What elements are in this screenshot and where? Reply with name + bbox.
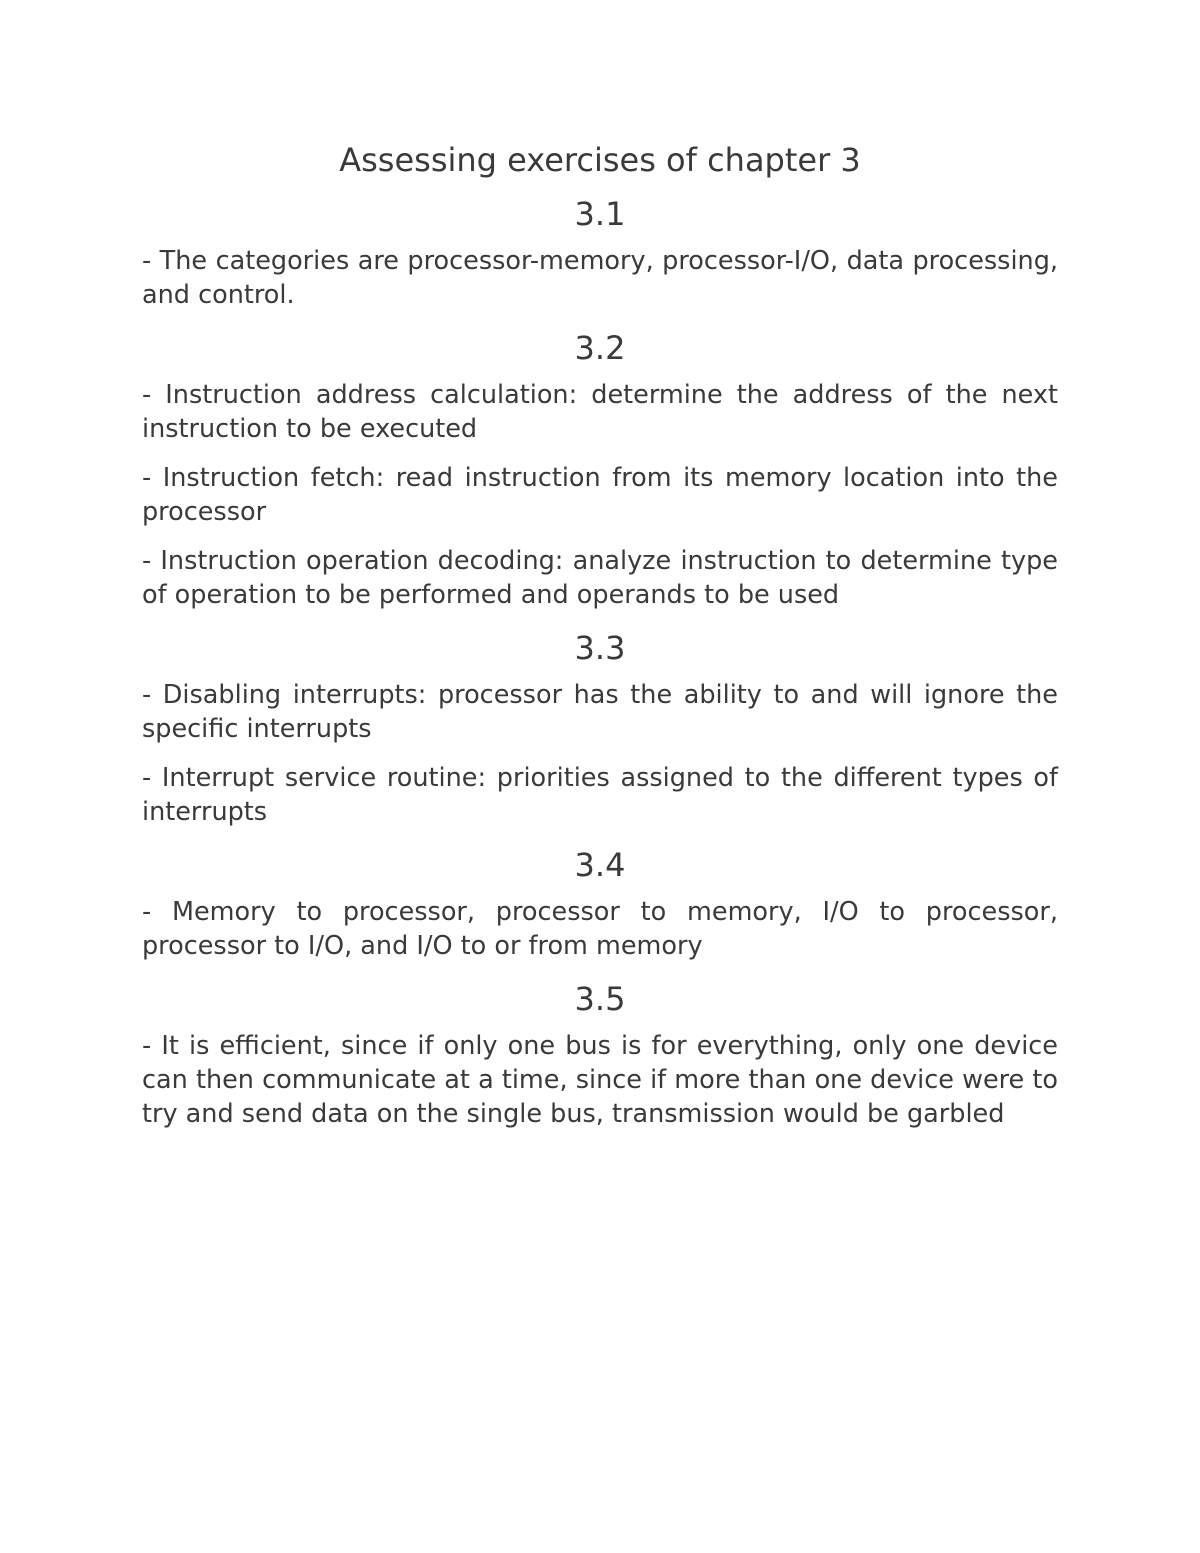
- section-3-1: [142, 192, 1058, 312]
- answer-paragraph: - Disabling interrupts: processor has the ability to and will ignore the specific interrupts: [142, 680, 1058, 744]
- section-heading: 3.1: [574, 195, 626, 233]
- answer-paragraph: - The categories are processor-memory, processor-I/O, data processing, and control.: [142, 246, 1058, 310]
- answer-paragraph: - It is efficient, since if only one bus is for everything, only one device can then communicate at a time, since if more than one device were to try and send data on the single bus, transmission would be garbled: [142, 1031, 1058, 1129]
- section-heading: 3.4: [574, 846, 626, 884]
- answer-paragraph: - Instruction address calculation: determine the address of the next instruction to be executed: [142, 380, 1058, 444]
- section-heading: 3.3: [574, 629, 626, 667]
- section-3-5: [142, 977, 1058, 1131]
- answer-paragraph: - Interrupt service routine: priorities assigned to the different types of interrupts: [142, 763, 1058, 827]
- section-heading: 3.5: [574, 980, 626, 1018]
- answer-paragraph: - Instruction operation decoding: analyze instruction to determine type of operation to be performed and operands to be used: [142, 546, 1058, 610]
- section-3-4: [142, 843, 1058, 963]
- document-page: [142, 138, 1058, 1131]
- section-3-3: [142, 626, 1058, 829]
- section-3-2: [142, 326, 1058, 612]
- answer-paragraph: - Instruction fetch: read instruction from its memory location into the processor: [142, 463, 1058, 527]
- answer-paragraph: - Memory to processor, processor to memory, I/O to processor, processor to I/O, and I/O to or from memory: [142, 897, 1058, 961]
- document-title: Assessing exercises of chapter 3: [339, 141, 861, 179]
- section-heading: 3.2: [574, 329, 626, 367]
